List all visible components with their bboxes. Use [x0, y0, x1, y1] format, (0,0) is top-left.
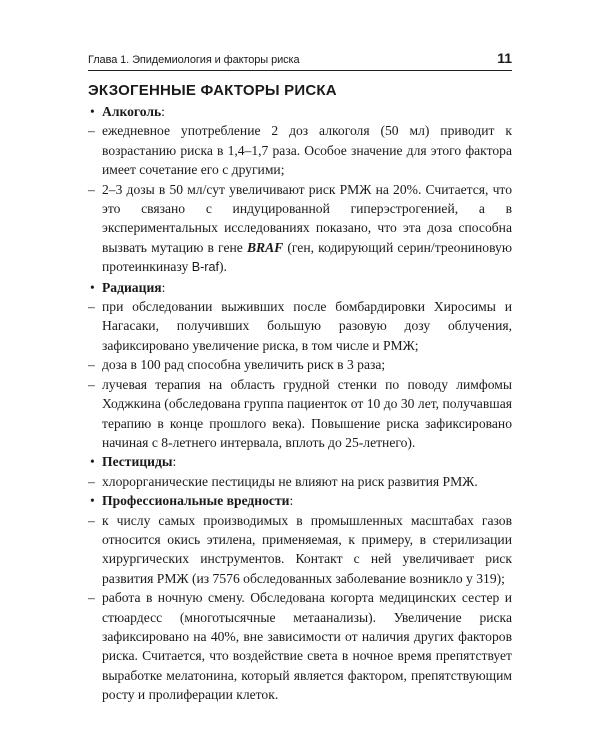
bullet-icon: •	[90, 493, 95, 509]
list-item	[88, 121, 512, 179]
gene-name: BRAF	[246, 239, 284, 255]
dash-icon: –	[88, 590, 95, 606]
factor-title: Профессиональные вредности	[102, 493, 290, 509]
factor-title: Алкоголь	[102, 104, 162, 119]
item-text: ежедневное употребление 2 доз алкоголя (50 мл) приводит к возрастанию риска в 1,4–1,7 раза. Особое значение для этого фактора имеет сочетание его с другими;	[102, 123, 512, 178]
list-item	[88, 297, 512, 355]
bullet-icon: •	[90, 104, 95, 119]
item-text: при обследовании выживших после бомбардировки Хиросимы и Нагасаки, получивших большую разовую дозу облучения, зафиксировано увеличение риска, в том числе и РМЖ;	[102, 299, 512, 353]
dash-icon: –	[88, 123, 95, 139]
dash-icon: –	[88, 512, 95, 528]
dash-icon: –	[88, 181, 95, 197]
item-text: к числу самых производимых в промышленных масштабах газов относится окись этилена, применяемая, к примеру, в стерилизации хирургических инструментов. Контакт с ней увеличивает риск развития РМЖ (из 7576 обследованных заболевание возникло у 319);	[102, 512, 512, 586]
list-item	[88, 511, 512, 589]
section-title: ЭКЗОГЕННЫЕ ФАКТОРЫ РИСКА	[88, 82, 337, 99]
list-item	[88, 180, 512, 278]
dash-icon: –	[88, 376, 95, 392]
colon: :	[289, 493, 294, 509]
list-item	[88, 355, 512, 374]
factor-radiation	[88, 278, 512, 453]
item-text: хлорорганические пестициды не влияют на риск развития РМЖ.	[102, 473, 478, 489]
page-number: 11	[497, 50, 512, 66]
factor-heading-pesticides	[88, 452, 512, 471]
colon: :	[161, 279, 166, 295]
list-item	[88, 375, 512, 453]
list-item	[88, 472, 512, 491]
bullet-icon: •	[90, 279, 95, 295]
colon: :	[172, 454, 177, 470]
item-text: лучевая терапия на область грудной стенки по поводу лимфомы Ходжкина (обследована группа пациенток от 10 до 30 лет, получавшая терапию в конце прошлого века). Повышение риска зафиксировано начиная с 8-летнего интервала, вплоть до 25-летнего).	[102, 376, 512, 450]
factor-heading-radiation	[88, 278, 512, 297]
dash-icon: –	[88, 357, 95, 373]
document-page	[88, 48, 512, 705]
item-text: доза в 100 рад способна увеличить риск в 3 раза;	[102, 357, 386, 373]
running-title: Глава 1. Эпидемиология и факторы риска	[88, 54, 300, 66]
item-text: ).	[219, 259, 227, 275]
factor-heading-alcohol	[88, 102, 512, 121]
item-text: (ген, кодирующий серин/треониновую протеинкиназу	[102, 239, 512, 275]
dash-icon: –	[88, 299, 95, 315]
factor-alcohol	[88, 102, 512, 278]
list-item	[88, 588, 512, 704]
item-text: 2–3 дозы в 50 мл/сут увеличивают риск РМЖ на 20%. Считается, что это связано с индуцированной гиперэстрогенией, а в экспериментальных исследованиях показано, что эта доза способна вызвать мутацию в гене	[102, 181, 512, 255]
factor-occupational	[88, 491, 512, 704]
factor-pesticides	[88, 452, 512, 491]
colon: :	[161, 104, 165, 119]
running-header	[88, 48, 512, 71]
item-text: работа в ночную смену. Обследована когорта медицинских сестер и стюардесс (многотысячные метаанализы). Увеличение риска зафиксировано на 40%, вне зависимости от наличия других факторов риска. Считается, что воздействие света в ночное время препятствует выработке мелатонина, который является фактором, препятствующим росту и пролиферации клеток.	[102, 590, 512, 703]
factor-title: Пестициды	[102, 454, 173, 470]
factor-title: Радиация	[102, 279, 162, 295]
protein-name: B-raf	[191, 260, 219, 275]
dash-icon: –	[88, 473, 95, 489]
bullet-icon: •	[90, 454, 95, 470]
factor-heading-occupational	[88, 491, 512, 510]
